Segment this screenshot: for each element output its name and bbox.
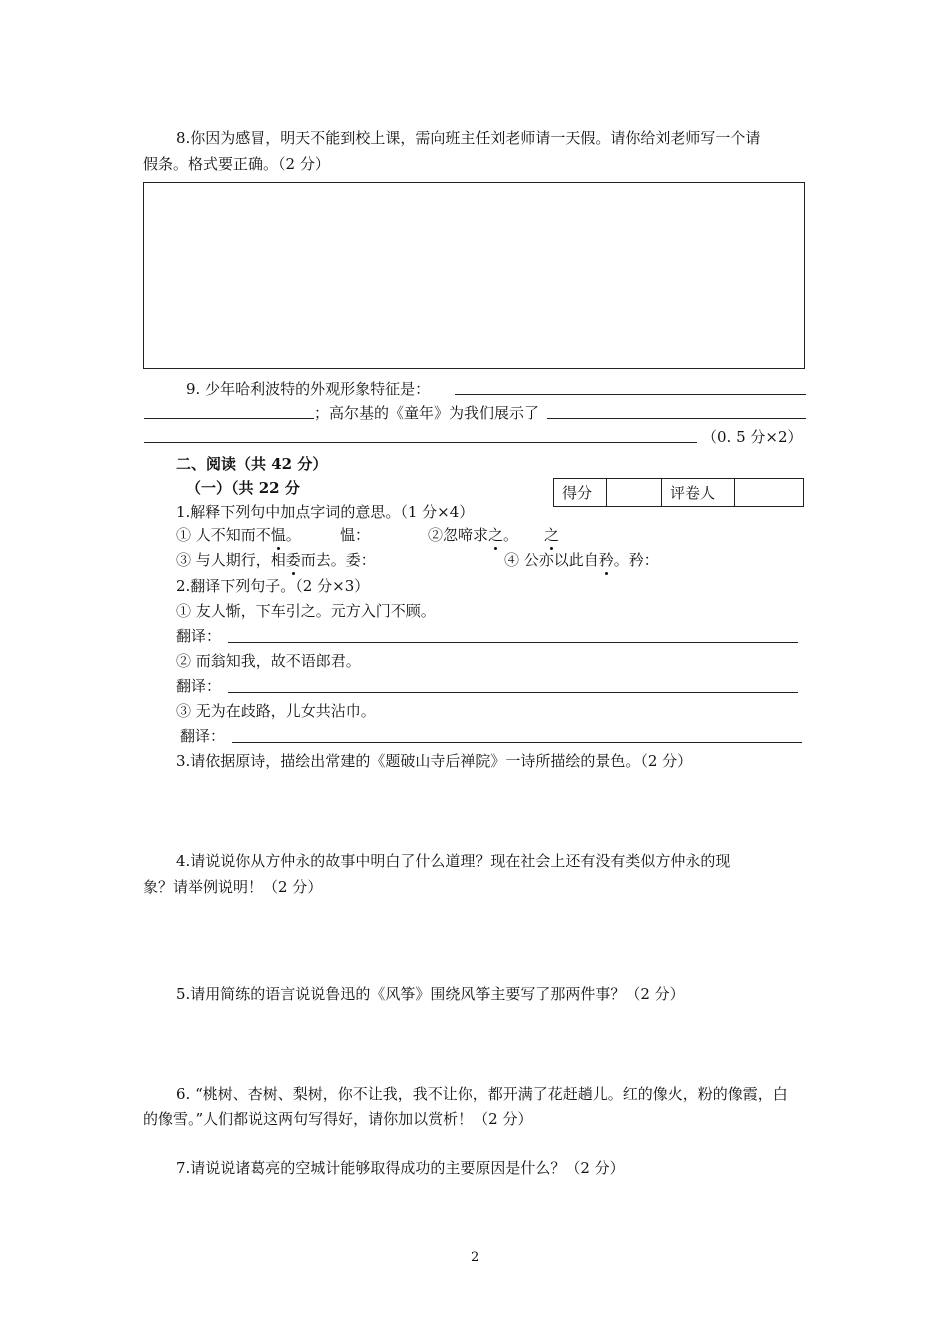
grader-label: 评卷人 — [662, 479, 735, 507]
q8-line2: 假条。格式要正确。（2 分） — [143, 155, 330, 173]
q1-item3: ③ 与人期行，相委而去。委： — [176, 551, 376, 569]
q9-score: （0. 5 分×2） — [702, 428, 803, 446]
grader-cell[interactable] — [735, 479, 804, 507]
q9-blank-4[interactable] — [144, 442, 697, 443]
section-heading: 二、阅读（共 42 分） — [176, 455, 328, 473]
q2-sentence-1: ① 友人惭，下车引之。元方入门不顾。 — [176, 602, 436, 620]
q4-line1: 4.请说说你从方仲永的故事中明白了什么道理？现在社会上还有没有类似方仲永的现 — [176, 852, 731, 870]
q6-line1: 6. “桃树、杏树、梨树，你不让我，我不让你，都开满了花赶趟儿。红的像火，粉的像霞，白 — [176, 1085, 788, 1103]
q1-item4: ④ 公亦以此自矜。矜： — [504, 551, 659, 569]
q9-prefix: 9. 少年哈利波特的外观形象特征是： — [186, 380, 431, 398]
q3-text: 3.请依据原诗，描绘出常建的《题破山寺后禅院》一诗所描绘的景色。（2 分） — [176, 752, 693, 770]
score-label: 得分 — [554, 479, 607, 507]
score-table — [553, 478, 804, 507]
q8-answer-box[interactable] — [143, 182, 805, 369]
score-cell[interactable] — [607, 479, 662, 507]
q9-middle: ；高尔基的《童年》为我们展示了 — [314, 404, 540, 422]
q6-line2: 的像雪。”人们都说这两句写得好，请你加以赏析！（2 分） — [143, 1110, 533, 1128]
part-heading: （一）（共 22 分 — [186, 479, 300, 497]
q7-text: 7.请说说诸葛亮的空城计能够取得成功的主要原因是什么？（2 分） — [176, 1159, 625, 1177]
page-number: 2 — [471, 1250, 480, 1265]
q1-item1: ① 人不知而不愠。 — [176, 526, 301, 544]
q2-answer-line-3[interactable] — [232, 742, 802, 743]
dotted-char: 矜 — [598, 551, 614, 569]
q9-blank-1[interactable] — [455, 394, 806, 395]
dotted-char: 愠 — [270, 526, 286, 544]
q1-title: 1.解释下列句中加点字词的意思。（1 分×4） — [176, 503, 475, 521]
q9-blank-2[interactable] — [144, 418, 314, 419]
q2-translate-label-3: 翻译： — [180, 727, 226, 745]
q2-sentence-3: ③ 无为在歧路，儿女共沾巾。 — [176, 702, 376, 720]
q2-translate-label-2: 翻译： — [176, 677, 222, 695]
q4-line2: 象？请举例说明！（2 分） — [143, 878, 323, 896]
q8-line1: 8.你因为感冒，明天不能到校上课，需向班主任刘老师请一天假。请你给刘老师写一个请 — [176, 129, 761, 147]
dotted-char: 之 — [488, 526, 504, 544]
dotted-char: 委 — [285, 551, 301, 569]
q1-item1-gloss: 愠： — [340, 526, 371, 544]
q1-item2-gloss: 之 — [544, 526, 560, 544]
q2-answer-line-2[interactable] — [228, 692, 798, 693]
q1-item2: ②忽啼求之。 — [428, 526, 519, 544]
q2-title: 2.翻译下列句子。（2 分×3） — [176, 577, 370, 595]
q2-sentence-2: ② 而翁知我，故不语郎君。 — [176, 652, 361, 670]
q9-blank-3[interactable] — [547, 418, 806, 419]
q2-translate-label-1: 翻译： — [176, 627, 222, 645]
q2-answer-line-1[interactable] — [228, 642, 798, 643]
q5-text: 5.请用简练的语言说说鲁迅的《风筝》围绕风筝主要写了那两件事？（2 分） — [176, 985, 685, 1003]
